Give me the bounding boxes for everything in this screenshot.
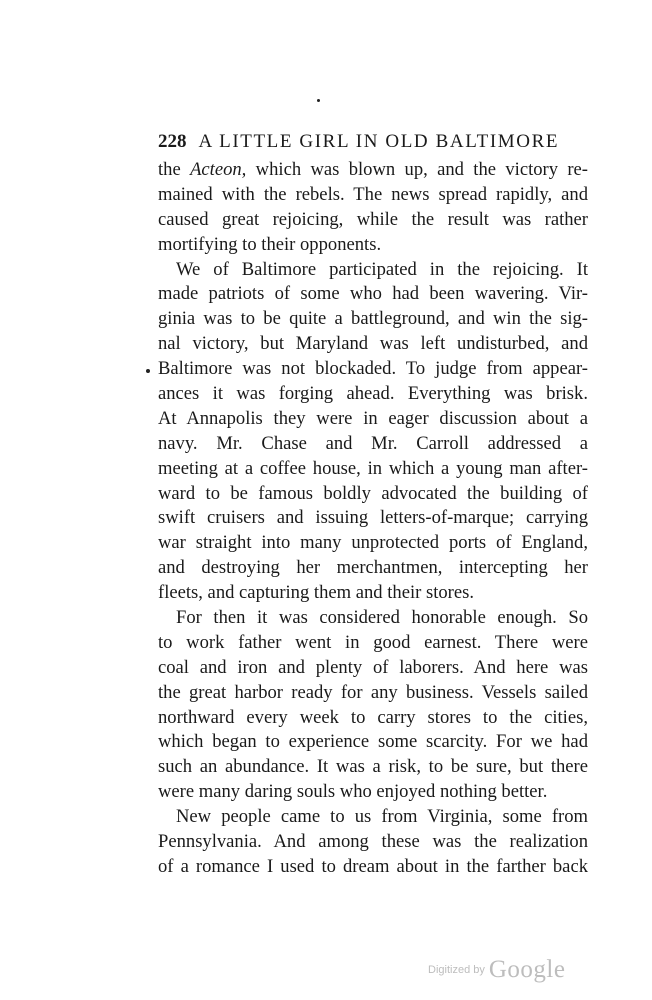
text-line: the great harbor ready for any business. Vessels sailed (158, 681, 588, 703)
text-line: mained with the rebels. The news spread rapidly, and (158, 183, 588, 205)
paragraph-end-line: fleets, and capturing them and their stores. (158, 582, 474, 604)
text-line: caused great rejoicing, while the result was rather (158, 208, 588, 230)
ship-name: Acteon, (190, 159, 247, 180)
text-line: of a romance I used to dream about in the farther back (158, 855, 588, 877)
paragraph-start-line: New people came to us from Virginia, some from (176, 806, 588, 828)
text-line: made patriots of some who had been wavering. Vir- (158, 283, 588, 305)
text-line: navy. Mr. Chase and Mr. Carroll addressed a (158, 432, 588, 454)
text-line: to work father went in good earnest. There were (158, 631, 588, 653)
text-line: ward to be famous boldly advocated the building of (158, 482, 588, 504)
text-line: coal and iron and plenty of laborers. And here was (158, 656, 588, 678)
text-line: At Annapolis they were in eager discussion about a (158, 407, 588, 429)
text-line: swift cruisers and issuing letters-of-marque; carrying (158, 507, 588, 529)
paragraph-end-line: were many daring souls who enjoyed nothing better. (158, 781, 548, 803)
text-line: such an abundance. It was a risk, to be sure, but there (158, 756, 588, 778)
text-line: ginia was to be quite a battleground, and win the sig- (158, 308, 588, 330)
running-title: A LITTLE GIRL IN OLD BALTIMORE (198, 131, 560, 152)
paragraph-start-line: For then it was considered honorable enough. So (176, 607, 588, 629)
text-line: Pennsylvania. And among these was the realization (158, 831, 588, 853)
page-number: 228 (158, 131, 187, 152)
text-line: the Acteon, which was blown up, and the victory re- (158, 159, 588, 180)
text-line: Baltimore was not blockaded. To judge from appear- (158, 358, 588, 380)
google-logo: Google (488, 956, 566, 983)
paragraph-end-line: mortifying to their opponents. (158, 233, 382, 255)
ink-speck (146, 369, 150, 373)
text-line: nal victory, but Maryland was left undisturbed, and (158, 333, 588, 355)
text-line: ances it was forging ahead. Everything was brisk. (158, 383, 588, 405)
text-line: war straight into many unprotected ports of England, (158, 532, 588, 554)
running-header (158, 130, 590, 154)
body-text (158, 158, 588, 880)
text-line: which began to experience some scarcity. For we had (158, 731, 588, 753)
watermark-prefix: Digitized by (428, 964, 485, 976)
text-line: and destroying her merchantmen, intercepting her (158, 557, 588, 579)
text-line: meeting at a coffee house, in which a young man after- (158, 457, 588, 479)
paragraph-start-line: We of Baltimore participated in the rejoicing. It (176, 258, 588, 280)
ink-speck (317, 99, 320, 102)
text-line: northward every week to carry stores to the cities, (158, 706, 588, 728)
digitized-watermark (428, 956, 565, 984)
